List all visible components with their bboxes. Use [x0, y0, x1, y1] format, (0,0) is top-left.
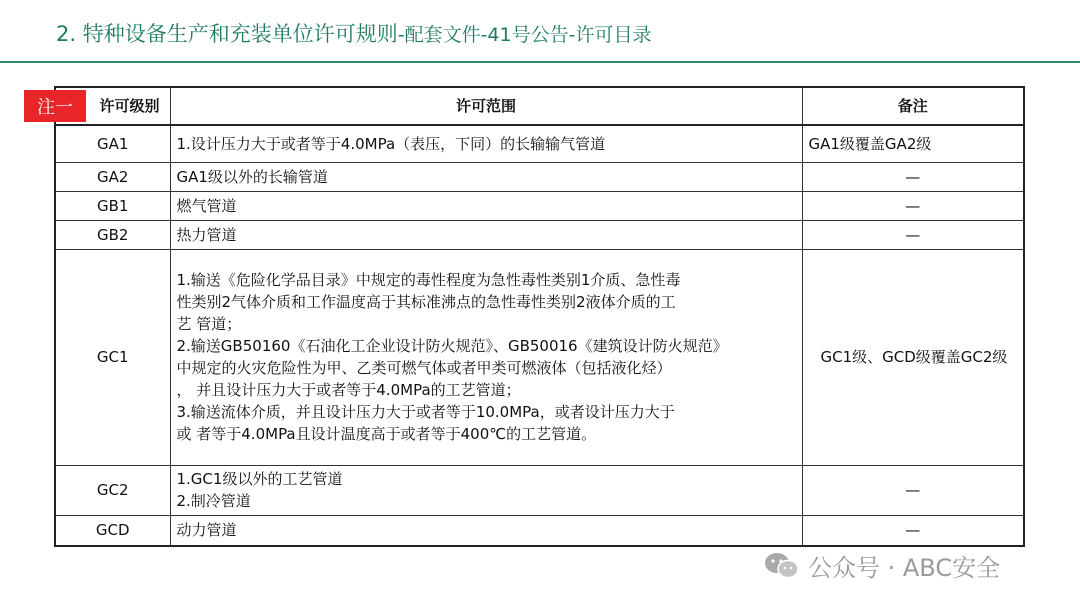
scope-line: 2.输送GB50160《石油化工企业设计防火规范》、GB50016《建筑设计防火规范》 [176, 337, 728, 355]
table-row [55, 515, 1024, 546]
scope-line: 性类别2气体介质和工作温度高于其标准沸点的急性毒性类别2液体介质的工 [176, 293, 676, 311]
row-level: GB1 [55, 191, 170, 220]
row-remark: — [802, 465, 1024, 515]
row-scope [170, 249, 802, 465]
row-remark: — [802, 515, 1024, 546]
slide-title-sub: -配套文件-41号公告-许可目录 [397, 24, 652, 46]
row-remark: GC1级、GCD级覆盖GC2级 [802, 249, 1024, 465]
row-level: GB2 [55, 220, 170, 249]
scope-line: 热力管道 [176, 225, 237, 244]
row-level: GC1 [55, 249, 170, 465]
table-row [55, 249, 1024, 465]
row-remark: — [802, 220, 1024, 249]
row-remark: GA1级覆盖GA2级 [802, 125, 1024, 162]
slide-title-main: 2. 特种设备生产和充装单位许可规则 [56, 22, 398, 46]
scope-line: 中规定的火灾危险性为甲、乙类可燃气体或者甲类可燃液体（包括液化烃） [176, 359, 672, 377]
scope-line: 1.设计压力大于或者等于4.0MPa（表压，下同）的长输输气管道 [176, 134, 606, 153]
header-scope: 许可范围 [170, 87, 802, 125]
scope-line: 动力管道 [176, 521, 237, 540]
row-level: GA2 [55, 162, 170, 191]
watermark [764, 548, 1000, 583]
row-remark: — [802, 162, 1024, 191]
row-level: GC2 [55, 465, 170, 515]
header-remark: 备注 [802, 87, 1024, 125]
table-row [55, 162, 1024, 191]
row-remark: — [802, 191, 1024, 220]
row-level: GCD [55, 515, 170, 546]
row-scope [170, 125, 802, 162]
table-row [55, 465, 1024, 515]
row-scope [170, 465, 802, 515]
table-row [55, 191, 1024, 220]
scope-line: 或 者等于4.0MPa且设计温度高于或者等于400℃的工艺管道。 [176, 425, 597, 443]
scope-line: 燃气管道 [176, 196, 237, 215]
scope-line: 1.输送《危险化学品目录》中规定的毒性程度为急性毒性类别1介质、急性毒 [176, 271, 681, 289]
wechat-icon [764, 552, 800, 580]
row-level: GA1 [55, 125, 170, 162]
scope-line: 2.制冷管道 [176, 492, 251, 510]
row-scope [170, 162, 802, 191]
scope-line: GA1级以外的长输管道 [176, 167, 328, 186]
table-header-row [55, 87, 1024, 125]
watermark-text: 公众号 · ABC安全 [808, 554, 1001, 582]
row-scope [170, 515, 802, 546]
note-tag: 注一 [24, 90, 86, 122]
row-scope [170, 191, 802, 220]
scope-line: 艺 管道； [176, 315, 242, 333]
permit-table [54, 86, 1025, 547]
slide-title [56, 18, 651, 48]
scope-line: ， 并且设计压力大于或者等于4.0MPa的工艺管道； [176, 381, 521, 399]
scope-line: 3.输送流体介质，并且设计压力大于或者等于10.0MPa，或者设计压力大于 [176, 403, 675, 421]
table-row [55, 220, 1024, 249]
table-row [55, 125, 1024, 162]
scope-line: 1.GC1级以外的工艺管道 [176, 470, 343, 488]
header-level: 许可级别 [55, 87, 170, 125]
row-scope [170, 220, 802, 249]
title-divider [0, 61, 1080, 63]
